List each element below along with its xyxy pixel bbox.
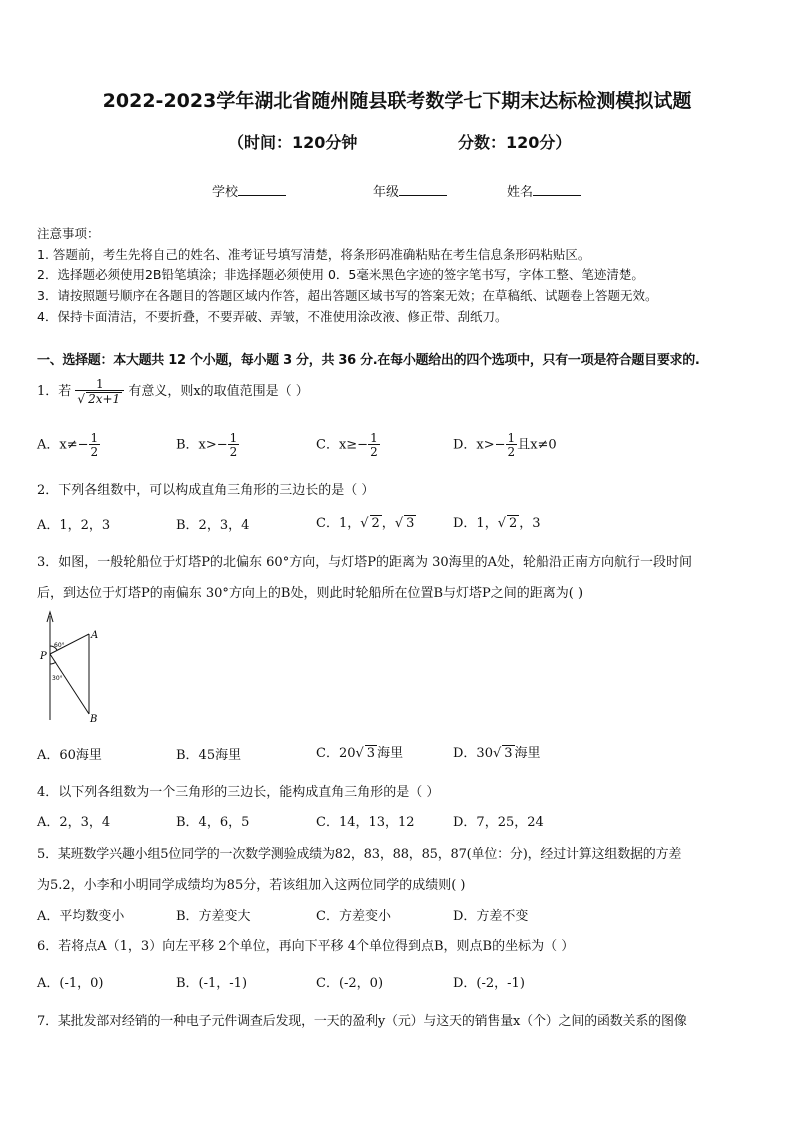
q1-fraction [75, 378, 124, 405]
notice-item: 3．请按照题号顺序在各题目的答题区域内作答，超出答题区域书写的答案无效；在草稿纸、试题卷上答题无效。 [37, 288, 658, 303]
angle-30-arc [50, 662, 56, 664]
q4-option-c[interactable]: C．14，13，12 [316, 815, 415, 830]
label-30: 30° [52, 675, 63, 682]
q1-opt-b-label: B．x>− [176, 437, 228, 453]
half-num: 1 [90, 431, 99, 445]
question-6: 6．若将点A（1，3）向左平移 2个单位，再向下平移 4个单位得到点B，则点B的坐标为（ ） [37, 939, 575, 954]
school-label: 学校 [212, 185, 239, 200]
q6-option-a[interactable]: A．(-1，0) [37, 976, 104, 991]
label-60: 60° [54, 642, 65, 649]
q3-option-d[interactable]: D．30√ 3 海里 [453, 746, 541, 761]
half-den: 2 [90, 445, 99, 459]
q6-option-b[interactable]: B．(-1，-1) [176, 976, 248, 991]
q3-option-a[interactable]: A．60海里 [37, 748, 102, 763]
half-den: 2 [229, 445, 238, 459]
q6-option-d[interactable]: D．(-2，-1) [453, 976, 525, 991]
half-fraction [506, 432, 518, 458]
half-num: 1 [507, 431, 516, 445]
question-3-line-2: 后，到达位于灯塔P的南偏东 30°方向上的B处，则此时轮船所在位置B与灯塔P之间的距离为( ) [37, 586, 584, 601]
question-7: 7．某批发部对经销的一种电子元件调查后发现，一天的盈利y（元）与这天的销售量x（个）之间的函数关系的图像 [37, 1014, 687, 1029]
name-field [507, 181, 581, 200]
name-blank [533, 183, 581, 196]
label-a: A [91, 630, 99, 641]
school-blank [238, 183, 286, 196]
q1-option-b[interactable] [176, 432, 239, 458]
notice-item: 2．选择题必须使用2B铅笔填涂；非选择题必须使用 0．5毫米黑色字迹的签字笔书写，字体工整、笔迹清楚。 [37, 267, 644, 282]
notice-item: 4．保持卡面清洁，不要折叠，不要弄破、弄皱，不准使用涂改液、修正带、刮纸刀。 [37, 309, 508, 324]
school-field [212, 181, 286, 200]
q5-option-b[interactable]: B．方差变大 [176, 909, 251, 924]
segment-pb [50, 654, 89, 714]
notice-item: 1. 答题前，考生先将自己的姓名、准考证号填写清楚，将条形码准确粘贴在考生信息条形码粘贴区。 [37, 247, 591, 262]
half-num: 1 [370, 431, 378, 445]
q1-option-c[interactable] [316, 432, 380, 458]
q3-opt-d-label: D．30 [453, 746, 493, 761]
question-2: 2．下列各组数中，可以构成直角三角形的三边长的是（ ） [37, 483, 375, 498]
half-fraction [368, 432, 380, 458]
q1-opt-c-label: C．x≥− [316, 437, 369, 453]
q2-option-b[interactable]: B．2，3，4 [176, 518, 250, 533]
exam-score: 分数：120分） [458, 133, 572, 152]
q2-option-a[interactable]: A．1，2，3 [37, 518, 111, 533]
q3-option-c[interactable]: C．20√ 3 海里 [316, 746, 404, 761]
lighthouse-figure [38, 608, 118, 728]
q4-option-b[interactable]: B．4，6，5 [176, 815, 250, 830]
q1-suffix: 有意义，则x的取值范围是（ ） [128, 384, 309, 399]
q1-option-d[interactable] [453, 432, 557, 458]
q4-option-d[interactable]: D．7，25，24 [453, 815, 544, 830]
q6-option-c[interactable]: C．(-2，0) [316, 976, 384, 991]
q1-radicand: 2x+1 [88, 392, 121, 406]
name-label: 姓名 [507, 185, 534, 200]
q1-opt-a-label: A．x≠− [37, 437, 89, 453]
q4-option-a[interactable]: A．2，3，4 [37, 815, 111, 830]
half-den: 2 [507, 445, 516, 459]
question-1 [37, 378, 309, 405]
q1-opt-d-cond: 且x≠0 [517, 437, 557, 453]
exam-time: （时间：120分钟 [228, 133, 358, 152]
question-4: 4．以下列各组数为一个三角形的三边长，能构成直角三角形的是（ ） [37, 785, 440, 800]
question-3-line-1: 3．如图，一般轮船位于灯塔P的北偏东 60°方向，与灯塔P的距离为 30海里的A处，轮船沿正南方向航行一段时间 [37, 555, 693, 570]
root-value: 2 [509, 516, 518, 531]
separator: ， [381, 516, 395, 531]
root-value: 3 [504, 746, 513, 761]
q1-frac-den: √ 2x+1 [75, 390, 124, 405]
half-num: 1 [229, 431, 238, 445]
q1-prefix: 1．若 [37, 384, 72, 399]
q1-frac-num: 1 [95, 377, 104, 391]
q1-option-a[interactable] [37, 432, 100, 458]
question-5-line-2: 为5.2，小李和小明同学成绩均为85分，若该组加入这两位同学的成绩则( ) [37, 878, 466, 893]
half-fraction [89, 432, 101, 458]
q5-option-a[interactable]: A．平均数变小 [37, 909, 125, 924]
q5-option-d[interactable]: D．方差不变 [453, 909, 529, 924]
q1-opt-d-label: D．x>− [453, 437, 506, 453]
grade-field [373, 181, 447, 200]
label-p: P [40, 651, 47, 662]
grade-blank [399, 183, 447, 196]
label-b: B [90, 714, 98, 725]
q2-option-c[interactable]: C．1，√ 2 ，√ 3 [316, 516, 415, 531]
q3-opt-d-unit: 海里 [514, 746, 541, 761]
root-value: 2 [371, 516, 380, 531]
question-5-line-1: 5．某班数学兴趣小组5位同学的一次数学测验成绩为82，83，88，85，87(单位：分)，经过计算这组数据的方差 [37, 847, 682, 862]
q3-opt-c-unit: 海里 [377, 746, 404, 761]
root-value: 3 [366, 746, 376, 761]
q2-opt-d-rest: ，3 [519, 516, 541, 531]
notice-heading: 注意事项： [37, 226, 100, 241]
root-value: 3 [406, 516, 415, 531]
q3-opt-c-label: C．20 [316, 746, 356, 761]
half-fraction [228, 432, 240, 458]
q2-option-d[interactable]: D．1，√ 2 ，3 [453, 516, 541, 531]
section-heading: 一、选择题：本大题共 12 个小题，每小题 3 分，共 36 分.在每小题给出的四个选项中，只有一项是符合题目要求的. [37, 353, 700, 368]
q2-opt-d-label: D．1， [453, 516, 498, 531]
grade-label: 年级 [373, 185, 400, 200]
page-title: 2022-2023学年湖北省随州随县联考数学七下期末达标检测模拟试题 [102, 90, 692, 112]
half-den: 2 [370, 445, 378, 459]
q2-opt-c-label: C．1， [316, 516, 361, 531]
q5-option-c[interactable]: C．方差变小 [316, 909, 391, 924]
q3-option-b[interactable]: B．45海里 [176, 748, 242, 763]
